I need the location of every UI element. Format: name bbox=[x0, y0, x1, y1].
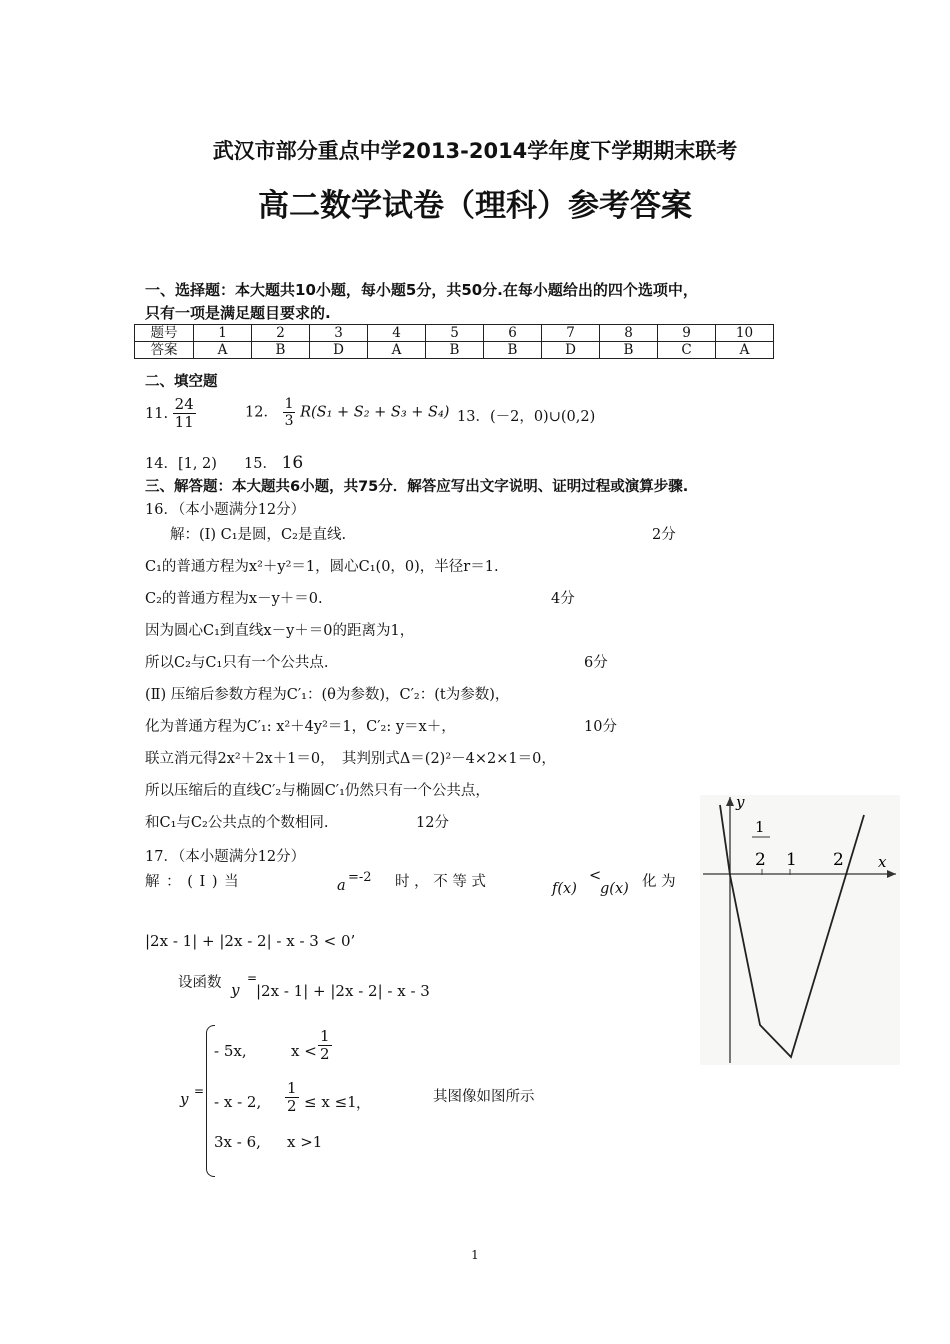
table-row-numbers bbox=[135, 325, 774, 342]
graph-curve bbox=[720, 805, 864, 1057]
answer-15 bbox=[244, 452, 303, 473]
score-label: 12分 bbox=[416, 815, 449, 831]
answer-14: 14．[1, 2) bbox=[145, 456, 217, 472]
piecewise-row2-fraction bbox=[285, 1080, 299, 1116]
q16-line: C₂的普通方程为x－y＋＝0. bbox=[145, 591, 323, 607]
q16-line: (Ⅱ) 压缩后参数方程为C′₁：(θ为参数)，C′₂：(t为参数)， bbox=[145, 687, 510, 703]
answer-15-value: 16 bbox=[281, 453, 304, 473]
table-cell: 5 bbox=[426, 325, 484, 342]
tick-label-half-den: 2 bbox=[755, 850, 766, 870]
section1-heading-line1: 一、选择题：本大题共10小题，每小题5分，共50分.在每小题给出的四个选项中， bbox=[145, 281, 698, 299]
answer-table bbox=[134, 324, 774, 359]
tick-label-half-num: 1 bbox=[755, 818, 765, 836]
q16-line: 所以C₂与C₁只有一个公共点. bbox=[145, 655, 329, 671]
score-label: 6分 bbox=[584, 655, 608, 671]
x-axis-label: x bbox=[878, 853, 887, 871]
q16-line: 联立消元得2x²＋2x＋1＝0， 其判别式Δ＝(2)²－4×2×1＝0， bbox=[145, 751, 556, 767]
q17-less-than: < bbox=[589, 868, 602, 884]
variable-a: a bbox=[337, 878, 346, 894]
table-cell: C bbox=[658, 342, 716, 359]
section1-heading-line2: 只有一项是满足题目要求的. bbox=[145, 304, 331, 322]
score-label: 10分 bbox=[584, 719, 617, 735]
table-cell: 1 bbox=[194, 325, 252, 342]
table-row-answers bbox=[135, 342, 774, 359]
score-label: 4分 bbox=[551, 591, 575, 607]
table-cell: 9 bbox=[658, 325, 716, 342]
fraction-denominator: 2 bbox=[320, 1045, 330, 1064]
q17-setfn-eq: = bbox=[247, 971, 258, 985]
piecewise-row2-cond: ≤ x ≤1 bbox=[304, 1093, 357, 1111]
table-cell: D bbox=[310, 342, 368, 359]
answer-12-expression: R(S₁ + S₂ + S₃ + S₄) bbox=[300, 404, 450, 421]
table-cell: D bbox=[542, 342, 600, 359]
q17-setfn-label: 设函数 bbox=[178, 975, 222, 991]
piecewise-row1-fraction bbox=[318, 1028, 332, 1064]
tick-label-two: 2 bbox=[833, 850, 844, 870]
fraction-numerator: 1 bbox=[287, 1079, 297, 1097]
q17-line1-end: 化 为 bbox=[642, 874, 676, 890]
y-axis-arrow bbox=[726, 797, 734, 806]
answer-13: 13．(－2，0)∪(0,2) bbox=[457, 409, 596, 425]
piecewise-row2-expr: - x - 2, bbox=[214, 1093, 262, 1111]
table-cell: B bbox=[426, 342, 484, 359]
q16-line: 所以压缩后的直线C′₂与椭圆C′₁仍然只有一个公共点， bbox=[145, 783, 490, 799]
document-subtitle: 高二数学试卷（理科）参考答案 bbox=[258, 188, 692, 224]
answer-12 bbox=[245, 396, 449, 429]
q17-line1-mid: 时 ， 不 等 式 bbox=[395, 874, 486, 890]
q17-var-a bbox=[337, 878, 346, 894]
fraction-denominator: 11 bbox=[174, 413, 194, 432]
score-label: 2分 bbox=[652, 527, 676, 543]
piecewise-row1-cond: x < bbox=[291, 1042, 317, 1060]
q16-line: 和C₁与C₂公共点的个数相同. bbox=[145, 815, 329, 831]
answer-12-fraction bbox=[283, 396, 296, 429]
table-header-cell: 题号 bbox=[135, 325, 194, 342]
fraction-numerator: 1 bbox=[284, 396, 294, 412]
table-cell: 8 bbox=[600, 325, 658, 342]
table-cell: A bbox=[194, 342, 252, 359]
piecewise-y: y bbox=[180, 1090, 189, 1108]
piecewise-eq: = bbox=[194, 1084, 205, 1098]
table-cell: B bbox=[484, 342, 542, 359]
answer-11 bbox=[145, 396, 196, 432]
fraction-denominator: 3 bbox=[284, 413, 294, 430]
table-cell: 10 bbox=[716, 325, 774, 342]
q16-heading: 16．（本小题满分12分） bbox=[145, 502, 306, 518]
q16-line: 化为普通方程为C′₁: x²＋4y²＝1，C′₂: y＝x＋， bbox=[145, 719, 456, 735]
document-title: 武汉市部分重点中学2013-2014学年度下学期期末联考 bbox=[212, 139, 738, 163]
fraction-numerator: 1 bbox=[320, 1027, 330, 1045]
q17-line1-start: 解 ： ( Ⅰ ) 当 bbox=[145, 874, 239, 890]
table-cell: 3 bbox=[310, 325, 368, 342]
q17-a-value: =-2 bbox=[348, 870, 372, 885]
piecewise-row2-end: ， bbox=[356, 1096, 371, 1112]
answer-11-fraction bbox=[173, 396, 196, 432]
answer-12-label: 12． bbox=[245, 404, 278, 421]
tick-label-one: 1 bbox=[786, 850, 797, 870]
q16-line: C₁的普通方程为x²＋y²＝1，圆心C₁(0，0)，半径r＝1. bbox=[145, 559, 499, 575]
table-cell: 2 bbox=[252, 325, 310, 342]
table-cell: 7 bbox=[542, 325, 600, 342]
answer-11-label: 11. bbox=[145, 405, 169, 422]
fraction-numerator: 24 bbox=[174, 395, 194, 413]
piecewise-row3-cond: x >1 bbox=[287, 1133, 323, 1151]
q17-fx: f(x) bbox=[552, 881, 577, 897]
table-header-cell: 答案 bbox=[135, 342, 194, 359]
section2-heading: 二、填空题 bbox=[145, 374, 218, 390]
piecewise-row1-expr: - 5x, bbox=[214, 1042, 247, 1060]
section3-heading: 三、解答题：本大题共6小题，共75分．解答应写出文字说明、证明过程或演算步骤. bbox=[145, 479, 689, 495]
fraction-denominator: 2 bbox=[287, 1097, 297, 1116]
table-cell: B bbox=[600, 342, 658, 359]
table-cell: A bbox=[716, 342, 774, 359]
table-cell: B bbox=[252, 342, 310, 359]
q17-setfn-expr: |2x - 1| + |2x - 2| - x - 3 bbox=[256, 982, 430, 1000]
q17-gx: g(x) bbox=[600, 881, 629, 897]
q16-line: 因为圆心C₁到直线x－y＋＝0的距离为1， bbox=[145, 623, 415, 639]
graph-caption: 其图像如图所示 bbox=[433, 1089, 535, 1105]
piecewise-row3-expr: 3x - 6, bbox=[214, 1133, 261, 1151]
x-axis-arrow bbox=[887, 870, 896, 878]
table-cell: 4 bbox=[368, 325, 426, 342]
q17-inequality: |2x - 1| + |2x - 2| - x - 3 < 0’ bbox=[145, 932, 356, 950]
page-number: 1 bbox=[471, 1248, 479, 1262]
answer-15-label: 15． bbox=[244, 456, 277, 472]
table-cell: 6 bbox=[484, 325, 542, 342]
q16-line: 解：(Ⅰ) C₁是圆，C₂是直线. bbox=[170, 527, 347, 543]
graph-svg bbox=[700, 795, 900, 1065]
y-axis-label: y bbox=[736, 795, 745, 811]
function-graph bbox=[700, 795, 900, 1065]
q17-heading: 17．（本小题满分12分） bbox=[145, 849, 306, 865]
q17-setfn-y: y bbox=[231, 981, 240, 999]
table-cell: A bbox=[368, 342, 426, 359]
